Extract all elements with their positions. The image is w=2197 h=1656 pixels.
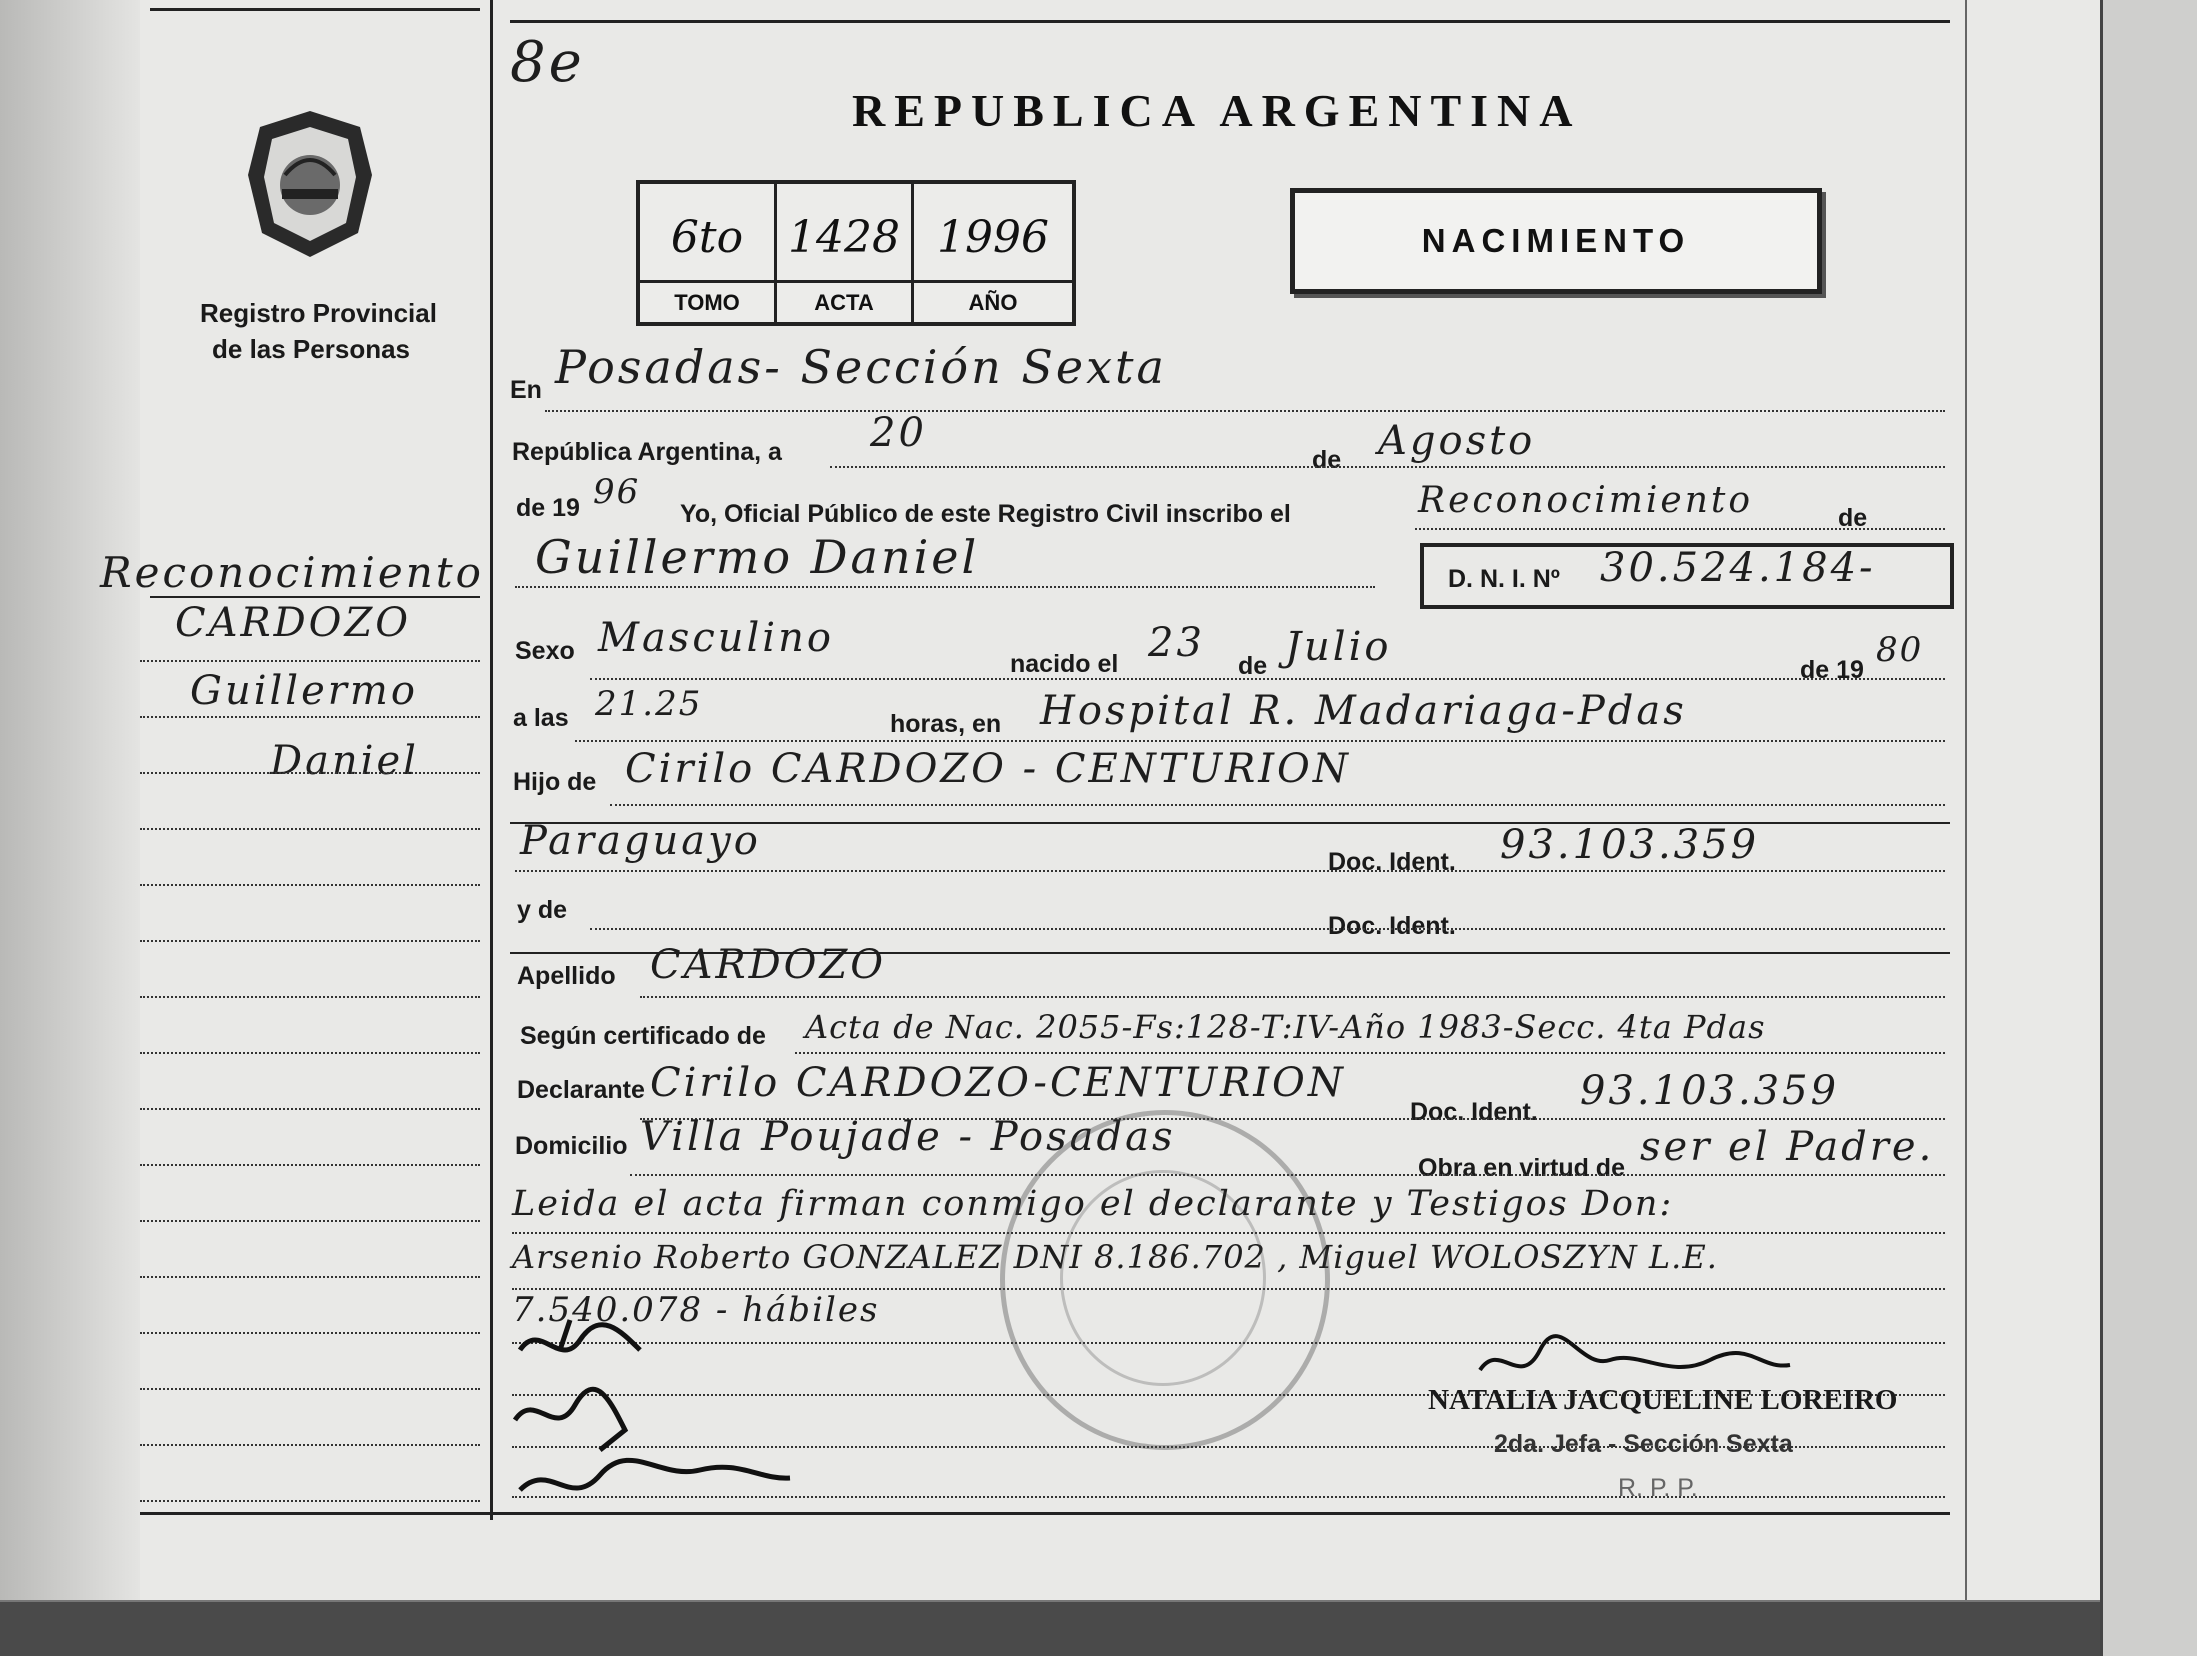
ano-value: 1996	[937, 212, 1049, 263]
declarante-value: Cirilo CARDOZO-CENTURION	[650, 1060, 1346, 1106]
record-number-box	[636, 180, 1076, 326]
en-value: Posadas- Sección Sexta	[555, 340, 1167, 394]
apellido-value: CARDOZO	[650, 942, 887, 988]
margin-given2: Daniel	[270, 738, 419, 784]
en-label: En	[510, 376, 542, 404]
dni-value: 30.524.184-	[1600, 545, 1876, 591]
margin-line	[140, 996, 480, 998]
ano-cell	[914, 184, 1072, 322]
tomo-cell	[640, 184, 777, 322]
signer-role: 2da. Jefa - Sección Sexta	[1494, 1430, 1793, 1458]
segun-value: Acta de Nac. 2055-Fs:128-T:IV-Año 1983-Secc. 4ta Pdas	[805, 1008, 1766, 1046]
doc3-label: Doc. Ident.	[1410, 1098, 1538, 1126]
margin-line	[140, 1332, 480, 1334]
obra-value: ser el Padre.	[1640, 1124, 1935, 1170]
margin-line	[140, 660, 480, 662]
doc1-label: Doc. Ident.	[1328, 848, 1456, 876]
top-rule-left	[150, 8, 480, 11]
top-rule-right	[510, 20, 1950, 23]
acto-value: Reconocimiento	[1418, 480, 1754, 521]
nac-mes-value: Julio	[1285, 624, 1392, 670]
signer-name: NATALIA JACQUELINE LOREIRO	[1428, 1384, 1898, 1416]
padre-nac-value: Paraguayo	[520, 818, 761, 864]
obra-label: Obra en virtud de	[1418, 1154, 1625, 1182]
margin-line	[140, 1388, 480, 1390]
margin-line	[140, 940, 480, 942]
texto-line1: Leida el acta firman conmigo el declarante y Testigos Don:	[512, 1184, 1674, 1224]
registry-seal-icon	[240, 105, 380, 265]
main-frame-right	[1965, 0, 1967, 1600]
dia-value: 20	[870, 410, 927, 456]
acta-value: 1428	[788, 212, 900, 263]
dni-label: D. N. I. Nº	[1448, 565, 1560, 593]
doc2-label: Doc. Ident.	[1328, 912, 1456, 940]
margin-line	[140, 884, 480, 886]
anio-value: 96	[593, 472, 641, 512]
en-line	[545, 410, 1945, 412]
hijo-line	[610, 804, 1945, 806]
doc1-value: 93.103.359	[1500, 822, 1760, 868]
sexo-value: Masculino	[598, 615, 834, 661]
doc3-value: 93.103.359	[1580, 1068, 1840, 1114]
hora-value: 21.25	[595, 684, 703, 724]
yde-label: y de	[517, 896, 568, 924]
margin-line	[140, 1444, 480, 1446]
de19-label-2: de 19	[1800, 656, 1864, 684]
declarant-signatures-icon	[500, 1310, 800, 1520]
book-gutter	[0, 0, 140, 1600]
nacido-label: nacido el	[1010, 650, 1119, 678]
de19-label: de 19	[516, 494, 580, 522]
margin-line	[140, 1108, 480, 1110]
alas-label: a las	[513, 704, 569, 732]
margin-line	[140, 828, 480, 830]
segun-label: Según certificado de	[520, 1022, 766, 1050]
corner-mark: 8e	[510, 30, 585, 95]
de-label-3: de	[1238, 652, 1268, 680]
nombre-value: Guillermo Daniel	[535, 530, 980, 584]
domicilio-label: Domicilio	[515, 1132, 628, 1160]
registry-name-line2: de las Personas	[212, 334, 410, 364]
registry-name-line1: Registro Provincial	[200, 298, 437, 328]
margin-line	[140, 1500, 480, 1502]
document-title: REPUBLICA ARGENTINA	[852, 85, 1582, 136]
margin-line	[140, 1276, 480, 1278]
mes-value: Agosto	[1378, 418, 1536, 464]
sexo-line	[590, 678, 1945, 680]
texto-line2: Arsenio Roberto GONZALEZ DNI 8.186.702 , Miguel WOLOSZYN L.E.	[512, 1238, 1718, 1276]
main-frame-left	[490, 0, 493, 1520]
ano-label: AÑO	[968, 290, 1018, 315]
segun-line	[795, 1052, 1945, 1054]
declarante-label: Declarante	[517, 1076, 645, 1104]
official-stamp-inner	[1060, 1170, 1266, 1386]
margin-line	[140, 1220, 480, 1222]
de-label-2: de	[1838, 504, 1868, 532]
horas-label: horas, en	[890, 710, 1002, 738]
texto-line3: 7.540.078 - hábiles	[512, 1290, 880, 1330]
padre-line	[515, 870, 1945, 872]
padre-value: Cirilo CARDOZO - CENTURION	[625, 746, 1351, 792]
margin-rule	[150, 596, 480, 598]
signer-org: R. P. P.	[1618, 1474, 1698, 1502]
republica-label: República Argentina, a	[512, 438, 782, 466]
nac-dia-value: 23	[1148, 620, 1205, 666]
apellido-label: Apellido	[517, 962, 616, 990]
yo-line	[1415, 528, 1945, 530]
bottom-rule	[140, 1512, 1950, 1515]
margin-line	[140, 1164, 480, 1166]
margin-given1: Guillermo	[190, 668, 418, 714]
lugar-value: Hospital R. Madariaga-Pdas	[1040, 688, 1687, 734]
sexo-label: Sexo	[515, 637, 575, 665]
fecha-line	[830, 466, 1945, 468]
margin-line	[140, 716, 480, 718]
margin-heading: Reconocimiento	[100, 548, 484, 597]
hijo-label: Hijo de	[513, 768, 597, 796]
nombre-line	[515, 586, 1375, 588]
apellido-line	[640, 996, 1945, 998]
acta-label: ACTA	[814, 290, 874, 315]
de-label-1: de	[1312, 446, 1342, 474]
madre-line	[590, 928, 1945, 930]
margin-line	[140, 772, 480, 774]
acta-cell	[777, 184, 914, 322]
tomo-value: 6to	[670, 212, 744, 263]
domicilio-value: Villa Poujade - Posadas	[640, 1114, 1176, 1160]
margin-surname: CARDOZO	[175, 600, 412, 646]
margin-line	[140, 1052, 480, 1054]
record-type-box: NACIMIENTO	[1290, 188, 1822, 294]
yo-label: Yo, Oficial Público de este Registro Civil inscribo el	[680, 500, 1291, 528]
tomo-label: TOMO	[674, 290, 740, 315]
next-page-edge	[2100, 0, 2197, 1656]
nac-anio-value: 80	[1876, 630, 1924, 670]
alas-line	[575, 740, 1945, 742]
